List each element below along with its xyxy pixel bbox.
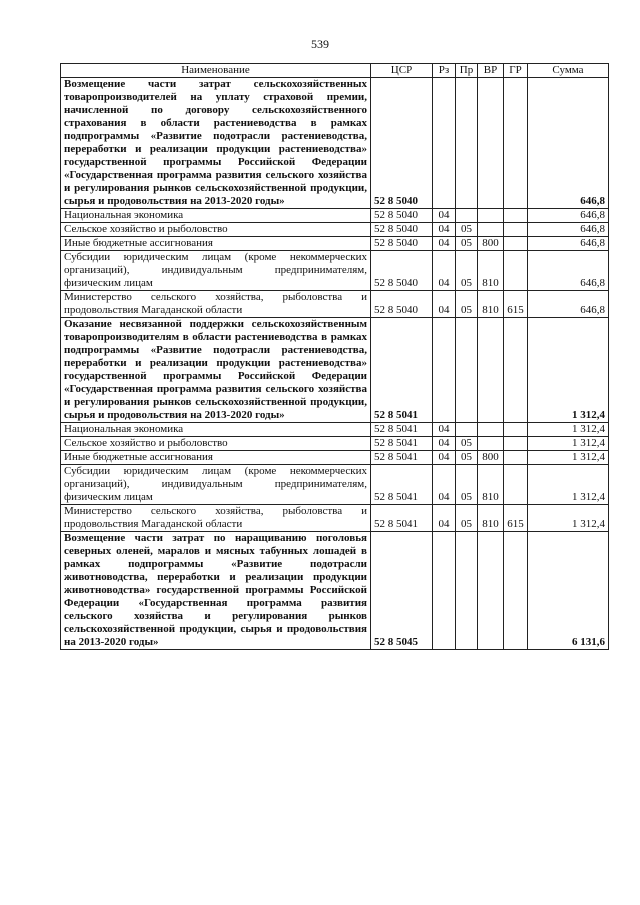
cell-name: Министерство сельского хозяйства, рыболовства и продовольствия Магаданской области [61,291,371,318]
cell-gr [504,223,528,237]
cell-vr [478,78,504,209]
cell-csr: 52 8 5041 [371,505,433,532]
table-row [61,505,609,532]
cell-sum: 6 131,6 [528,532,609,650]
cell-pr: 05 [456,437,478,451]
header-sum: Сумма [528,64,609,78]
cell-csr: 52 8 5040 [371,237,433,251]
cell-pr: 05 [456,505,478,532]
cell-vr: 810 [478,251,504,291]
header-pr: Пр [456,64,478,78]
cell-sum: 1 312,4 [528,318,609,423]
cell-vr [478,318,504,423]
cell-vr: 810 [478,465,504,505]
cell-pr [456,423,478,437]
cell-sum: 646,8 [528,209,609,223]
cell-name: Национальная экономика [61,209,371,223]
table-row [61,251,609,291]
cell-name: Иные бюджетные ассигнования [61,451,371,465]
cell-gr [504,237,528,251]
cell-rz: 04 [433,291,456,318]
cell-csr: 52 8 5040 [371,223,433,237]
cell-gr [504,251,528,291]
cell-rz: 04 [433,423,456,437]
cell-name: Сельское хозяйство и рыболовство [61,437,371,451]
table-body [61,78,609,650]
table-row [61,209,609,223]
table-row [61,423,609,437]
cell-vr: 810 [478,505,504,532]
cell-name: Субсидии юридическим лицам (кроме некоммерческих организаций), индивидуальным предпринимателям, физическим лицам [61,465,371,505]
cell-name: Возмещение части затрат сельскохозяйственных товаропроизводителей на уплату страховой премии, начисленной по договору сельскохозяйственного страхования в области растениеводства в рамках подпрограммы «Развитие подотрасли растениеводства, переработки и реализации продукции растениеводства» государственной программы Российской Федерации «Государственная программа развития сельского хозяйства и регулирования рынков сельскохозяйственной продукции, сырья и продовольствия на 2013-2020 годы» [61,78,371,209]
table-row [61,78,609,209]
cell-pr [456,78,478,209]
cell-rz: 04 [433,237,456,251]
table-row [61,237,609,251]
cell-vr [478,209,504,223]
cell-csr: 52 8 5045 [371,532,433,650]
cell-pr: 05 [456,465,478,505]
cell-gr [504,318,528,423]
cell-pr: 05 [456,223,478,237]
cell-rz: 04 [433,505,456,532]
cell-sum: 646,8 [528,251,609,291]
header-gr: ГР [504,64,528,78]
cell-rz [433,318,456,423]
cell-name: Сельское хозяйство и рыболовство [61,223,371,237]
cell-gr: 615 [504,505,528,532]
cell-sum: 1 312,4 [528,451,609,465]
cell-gr [504,437,528,451]
page-number: 539 [311,37,329,51]
cell-pr: 05 [456,237,478,251]
cell-sum: 646,8 [528,78,609,209]
cell-pr [456,209,478,223]
table-row [61,451,609,465]
cell-rz: 04 [433,437,456,451]
header-name: Наименование [61,64,371,78]
budget-table [60,63,609,650]
cell-pr: 05 [456,251,478,291]
header-vr: ВР [478,64,504,78]
cell-csr: 52 8 5041 [371,318,433,423]
cell-sum: 1 312,4 [528,505,609,532]
cell-rz [433,532,456,650]
cell-csr: 52 8 5041 [371,423,433,437]
table-row [61,465,609,505]
cell-name: Оказание несвязанной поддержки сельскохозяйственным товаропроизводителям в области растениеводства в рамках подпрограммы «Развитие подотрасли растениеводства, переработки и реализации продукции растениеводства» государственной программы Российской Федерации «Государственная программа развития сельского хозяйства и регулирования рынков сельскохозяйственной продукции, сырья и продовольствия на 2013-2020 годы» [61,318,371,423]
cell-sum: 1 312,4 [528,437,609,451]
cell-gr [504,78,528,209]
cell-pr: 05 [456,451,478,465]
cell-sum: 1 312,4 [528,423,609,437]
table-row [61,437,609,451]
cell-sum: 646,8 [528,291,609,318]
cell-rz: 04 [433,223,456,237]
cell-csr: 52 8 5040 [371,251,433,291]
cell-csr: 52 8 5041 [371,465,433,505]
cell-pr [456,318,478,423]
cell-name: Национальная экономика [61,423,371,437]
table-row [61,223,609,237]
cell-gr: 615 [504,291,528,318]
cell-rz [433,78,456,209]
cell-csr: 52 8 5040 [371,291,433,318]
cell-gr [504,209,528,223]
cell-name: Министерство сельского хозяйства, рыболовства и продовольствия Магаданской области [61,505,371,532]
cell-pr [456,532,478,650]
header-rz: Рз [433,64,456,78]
cell-vr [478,437,504,451]
cell-name: Иные бюджетные ассигнования [61,237,371,251]
table-row [61,291,609,318]
cell-rz: 04 [433,465,456,505]
cell-csr: 52 8 5040 [371,209,433,223]
cell-name: Возмещение части затрат по наращиванию поголовья северных оленей, маралов и мясных табунных лошадей в рамках подпрограммы «Развитие подотрасли животноводства, переработки и реализации продукции животноводства» государственной программы Российской Федерации «Государственная программа развития сельского хозяйства и регулирования рынков сельскохозяйственной продукции, сырья и продовольствия на 2013-2020 годы» [61,532,371,650]
cell-vr [478,532,504,650]
cell-rz: 04 [433,209,456,223]
cell-vr [478,423,504,437]
table-row [61,318,609,423]
cell-gr [504,423,528,437]
cell-csr: 52 8 5040 [371,78,433,209]
table-row [61,532,609,650]
cell-sum: 646,8 [528,223,609,237]
cell-name: Субсидии юридическим лицам (кроме некоммерческих организаций), индивидуальным предпринимателям, физическим лицам [61,251,371,291]
cell-gr [504,465,528,505]
cell-vr: 810 [478,291,504,318]
table-header-row [61,64,609,78]
cell-rz: 04 [433,251,456,291]
cell-csr: 52 8 5041 [371,437,433,451]
cell-gr [504,532,528,650]
cell-vr: 800 [478,451,504,465]
cell-pr: 05 [456,291,478,318]
cell-rz: 04 [433,451,456,465]
header-csr: ЦСР [371,64,433,78]
cell-gr [504,451,528,465]
cell-vr [478,223,504,237]
cell-sum: 646,8 [528,237,609,251]
cell-csr: 52 8 5041 [371,451,433,465]
cell-vr: 800 [478,237,504,251]
cell-sum: 1 312,4 [528,465,609,505]
